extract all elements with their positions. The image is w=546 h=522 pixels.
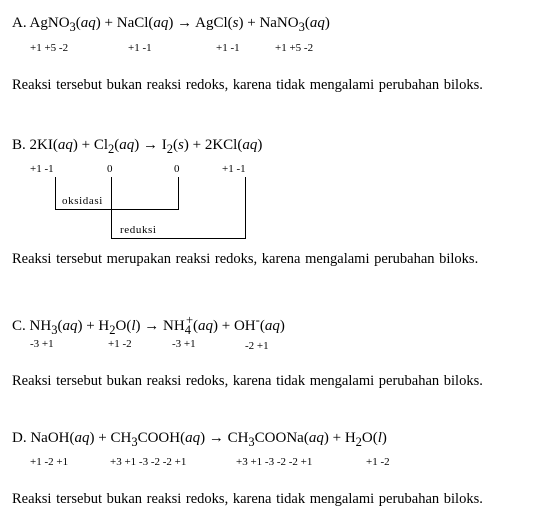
species-ch3coona: $CH_3COONa(aq)$ bbox=[227, 430, 329, 449]
ox-a-3: +1 -1 bbox=[216, 42, 240, 54]
reduksi-bracket-bottom bbox=[111, 238, 246, 239]
ox-b-2: 0 bbox=[107, 163, 113, 175]
species-nano3: NaNO$_3$(aq) bbox=[259, 15, 330, 34]
ox-c-4: -2 +1 bbox=[245, 340, 269, 352]
species-2ki: 2KI(aq) bbox=[29, 137, 78, 153]
species-ch3cooh: $CH_3COOH(aq)$ bbox=[110, 430, 206, 449]
arrow-icon: → bbox=[177, 15, 193, 31]
species-i2: $I_2(s)$ bbox=[161, 137, 189, 156]
species-h2o: $H_2O(l)$ bbox=[98, 318, 141, 337]
ox-d-1: +1 -2 +1 bbox=[30, 456, 69, 468]
arrow-icon: → bbox=[144, 318, 160, 334]
species-nh3: $NH_3(aq)$ bbox=[29, 318, 83, 337]
species-naoh: NaOH(aq) bbox=[30, 430, 95, 446]
ox-d-4: +1 -2 bbox=[366, 456, 390, 468]
species-cl2: $Cl_2(aq)$ bbox=[93, 137, 140, 156]
reduksi-bracket-right bbox=[245, 177, 246, 239]
ox-d-2: +3 +1 -3 -2 -2 +1 bbox=[110, 456, 187, 468]
equation-d: D. NaOH(aq) + $CH_3COOH(aq)$ → $CH_3COONa(aq) + H_2O(l)$ bbox=[12, 430, 387, 449]
ox-b-3: 0 bbox=[174, 163, 180, 175]
species-nacl: NaCl(aq) bbox=[116, 15, 174, 31]
statement-c: Reaksi tersebut bukan reaksi redoks, karena tidak mengalami perubahan biloks. bbox=[12, 373, 483, 389]
ox-b-4: +1 -1 bbox=[222, 163, 246, 175]
arrow-icon: → bbox=[208, 430, 224, 446]
species-h2o-d: $H_2O(l)$ bbox=[344, 430, 387, 449]
equation-a: A. AgNO$_3$(aq) + NaCl(aq) → AgCl(s) + NaNO$_3$(aq) bbox=[12, 15, 330, 34]
species-2kcl: 2KCl(aq) bbox=[204, 137, 263, 153]
equation-c: C. $NH_3(aq) + H_2O(l) \to NH_4^+(aq) + OH^-(aq)$ bbox=[12, 313, 285, 337]
equation-b: B. $2KI(aq) + Cl_2(aq) \to I_2(s) + 2KCl(aq)$ bbox=[12, 137, 263, 156]
oksidasi-bracket-right bbox=[178, 177, 179, 210]
reduksi-bracket-left bbox=[111, 177, 112, 239]
species-oh: OH-(aq) bbox=[233, 313, 285, 334]
ox-c-1: -3 +1 bbox=[30, 338, 54, 350]
ox-a-2: +1 -1 bbox=[128, 42, 152, 54]
species-nh4: $NH_4^+(aq)$ bbox=[163, 313, 218, 337]
species-agcl: AgCl(s) bbox=[195, 15, 244, 31]
oksidasi-bracket-left bbox=[55, 177, 56, 210]
oksidasi-label: oksidasi bbox=[62, 195, 103, 207]
species-agno3: AgNO$_3$(aq) bbox=[29, 15, 101, 34]
ox-b-1: +1 -1 bbox=[30, 163, 54, 175]
statement-a: Reaksi tersebut bukan reaksi redoks, karena tidak mengalami perubahan biloks. bbox=[12, 77, 483, 93]
ox-a-4: +1 +5 -2 bbox=[275, 42, 314, 54]
ox-d-3: +3 +1 -3 -2 -2 +1 bbox=[236, 456, 313, 468]
arrow-icon: → bbox=[143, 137, 158, 153]
statement-b: Reaksi tersebut merupakan reaksi redoks, karena mengalami perubahan biloks. bbox=[12, 251, 479, 267]
reduksi-label: reduksi bbox=[120, 224, 157, 236]
oksidasi-bracket-bottom bbox=[55, 209, 179, 210]
ox-c-2: +1 -2 bbox=[108, 338, 132, 350]
ox-a-1: +1 +5 -2 bbox=[30, 42, 69, 54]
statement-d: Reaksi tersebut bukan reaksi redoks, karena tidak mengalami perubahan biloks. bbox=[12, 491, 483, 507]
ox-c-3: -3 +1 bbox=[172, 338, 196, 350]
